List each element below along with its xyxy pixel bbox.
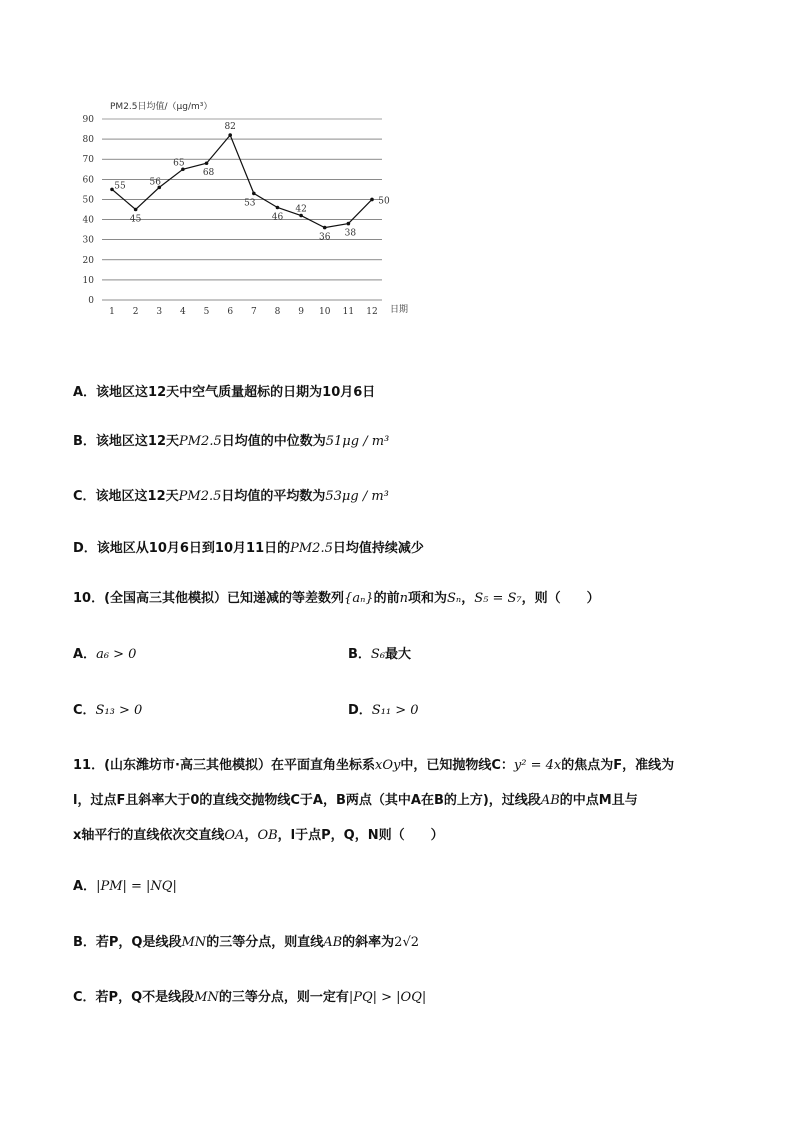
q9-b-val: 51μg / m³	[325, 434, 390, 449]
x-tick-label: 4	[180, 307, 186, 317]
q11-b-mn: MN	[181, 935, 207, 950]
q9-c-mid: 日均值的平均数为	[221, 489, 326, 504]
q11-a-label: A．	[73, 879, 97, 894]
q11-option-c	[73, 986, 426, 1005]
q11-stem-line1	[73, 754, 674, 773]
q11-l3-end: ，l于点P，Q，N则（ ）	[277, 828, 444, 843]
data-point	[347, 222, 351, 226]
q9-option-d	[73, 537, 424, 556]
x-tick-label: 12	[366, 307, 378, 317]
data-label: 56	[149, 177, 161, 188]
q11-oa: OA	[224, 828, 245, 843]
y-tick-label: 80	[82, 135, 94, 146]
q11-ob: OB	[257, 828, 278, 843]
x-tick-label: 2	[132, 307, 139, 317]
q9-option-c	[73, 485, 389, 504]
q10-stem-mid2: 项和为	[408, 591, 448, 606]
data-label: 38	[344, 228, 357, 239]
q11-option-a	[73, 875, 177, 894]
y-axis-title: PM2.5日均值/（μg/m³）	[110, 102, 213, 112]
q10-n: n	[399, 591, 408, 606]
q9-c-pm: PM2.5	[178, 489, 222, 504]
x-tick-label: 3	[156, 307, 163, 317]
data-label: 46	[271, 212, 284, 223]
q11-l2-pre: l，过点F且斜率大于0的直线交抛物线C于A，B两点（其中A在B的上方)，过线段	[73, 793, 541, 808]
q11-parab: y² = 4x	[513, 758, 562, 773]
data-point	[323, 226, 327, 230]
q11-b-val: 2√2	[394, 935, 419, 950]
q11-a-math: |PM| = |NQ|	[96, 879, 177, 894]
data-label: 50	[378, 196, 390, 207]
q11-l2-end: 的中点M且与	[559, 793, 638, 808]
q11-b-mid: 的三等分点，则直线	[206, 935, 324, 950]
q10-b-text: 最大	[385, 647, 412, 662]
q10-sn: Sₙ	[447, 591, 462, 606]
q11-c-pre: C．若P，Q不是线段	[73, 990, 195, 1005]
q10-stem-mid1: 的前	[373, 591, 400, 606]
data-label: 36	[319, 232, 331, 243]
q10-stem-pre: 10．(全国高三其他模拟）已知递减的等差数列	[73, 591, 345, 606]
q9-option-b	[73, 430, 389, 449]
data-label: 45	[129, 214, 142, 225]
q10-option-c	[73, 699, 142, 718]
x-axis-title: 日期	[390, 305, 409, 315]
q9-d-pre: D．该地区从10月6日到10月11日的	[73, 541, 291, 556]
y-tick-label: 90	[82, 115, 94, 125]
q11-l3-pre: x轴平行的直线依次交直线	[73, 828, 225, 843]
data-point	[134, 208, 138, 212]
q10-seq: {aₙ}	[344, 591, 374, 606]
x-tick-label: 1	[109, 307, 115, 317]
q9-c-pre: C．该地区这12天	[73, 489, 179, 504]
q10-stem	[73, 587, 600, 606]
q9-b-pre: B．该地区这12天	[73, 434, 179, 449]
q10-a-math: a₆ > 0	[96, 647, 137, 662]
q11-c-val: |PQ| > |OQ|	[348, 990, 427, 1005]
q10-c-label: C．	[73, 703, 96, 718]
q10-d-math: S₁₁ > 0	[371, 703, 419, 718]
data-label: 82	[224, 122, 236, 133]
y-tick-label: 10	[82, 275, 94, 286]
chart-svg	[80, 95, 420, 325]
q11-l1-end: 的焦点为F，准线为	[561, 758, 675, 773]
q10-d-label: D．	[348, 703, 372, 718]
q11-stem-line3	[73, 824, 444, 843]
data-label: 65	[173, 158, 185, 169]
q10-b-label: B．	[348, 647, 371, 662]
q11-comma: ，	[244, 828, 258, 843]
x-tick-label: 8	[274, 307, 281, 317]
pm25-line-chart	[80, 95, 420, 325]
q10-option-a	[73, 643, 136, 662]
q11-stem-line2	[73, 789, 638, 808]
y-tick-label: 30	[82, 235, 94, 246]
q10-b-math: S₆	[370, 647, 386, 662]
data-point	[110, 188, 114, 192]
data-point	[205, 161, 209, 165]
data-point	[370, 198, 374, 202]
y-tick-label: 70	[82, 155, 94, 166]
q9-d-pm: PM2.5	[290, 541, 333, 556]
x-tick-label: 11	[342, 307, 355, 317]
q9-b-pm: PM2.5	[179, 434, 222, 449]
x-tick-label: 7	[250, 307, 257, 317]
x-tick-label: 10	[319, 307, 331, 317]
q11-l1-pre: 11．(山东潍坊市·高三其他模拟）在平面直角坐标系	[73, 758, 375, 773]
data-point	[252, 192, 256, 196]
q11-l1-mid: 中，已知抛物线C：	[400, 758, 514, 773]
q11-xoy: xOy	[374, 758, 401, 773]
data-point	[276, 206, 280, 210]
y-tick-label: 0	[88, 296, 94, 306]
y-tick-label: 20	[82, 255, 94, 266]
q11-c-mid: 的三等分点，则一定有	[218, 990, 349, 1005]
q10-stem-end: ，则（ ）	[521, 591, 600, 606]
q9-option-a	[73, 381, 375, 400]
x-tick-label: 5	[203, 307, 210, 317]
q11-b-ab: AB	[323, 935, 343, 950]
q10-option-d	[348, 699, 419, 718]
q11-c-mn: MN	[194, 990, 219, 1005]
y-tick-label: 60	[82, 175, 94, 186]
y-tick-label: 50	[82, 195, 94, 206]
q11-b-pre: B．若P，Q是线段	[73, 935, 182, 950]
data-label: 68	[202, 168, 215, 179]
x-tick-label: 9	[298, 307, 304, 317]
y-tick-label: 40	[82, 215, 94, 226]
q10-a-label: A．	[73, 647, 97, 662]
q11-b-mid2: 的斜率为	[342, 935, 395, 950]
data-label: 42	[295, 204, 307, 215]
q10-sep: ，	[461, 591, 475, 606]
data-label: 53	[244, 198, 256, 209]
q9-b-mid: 日均值的中位数为	[221, 434, 326, 449]
q9-d-post: 日均值持续减少	[332, 541, 424, 556]
q9-option-a-text: A．该地区这12天中空气质量超标的日期为10月6日	[73, 385, 376, 400]
q10-cond: S₅ = S₇	[474, 591, 522, 606]
q11-ab: AB	[540, 793, 560, 808]
data-point	[228, 133, 232, 137]
x-tick-label: 6	[227, 307, 234, 317]
q11-option-b	[73, 931, 419, 950]
data-label: 55	[114, 181, 126, 192]
q9-c-val: 53μg / m³	[325, 489, 389, 504]
q10-option-b	[348, 643, 411, 662]
q10-c-math: S₁₃ > 0	[95, 703, 143, 718]
